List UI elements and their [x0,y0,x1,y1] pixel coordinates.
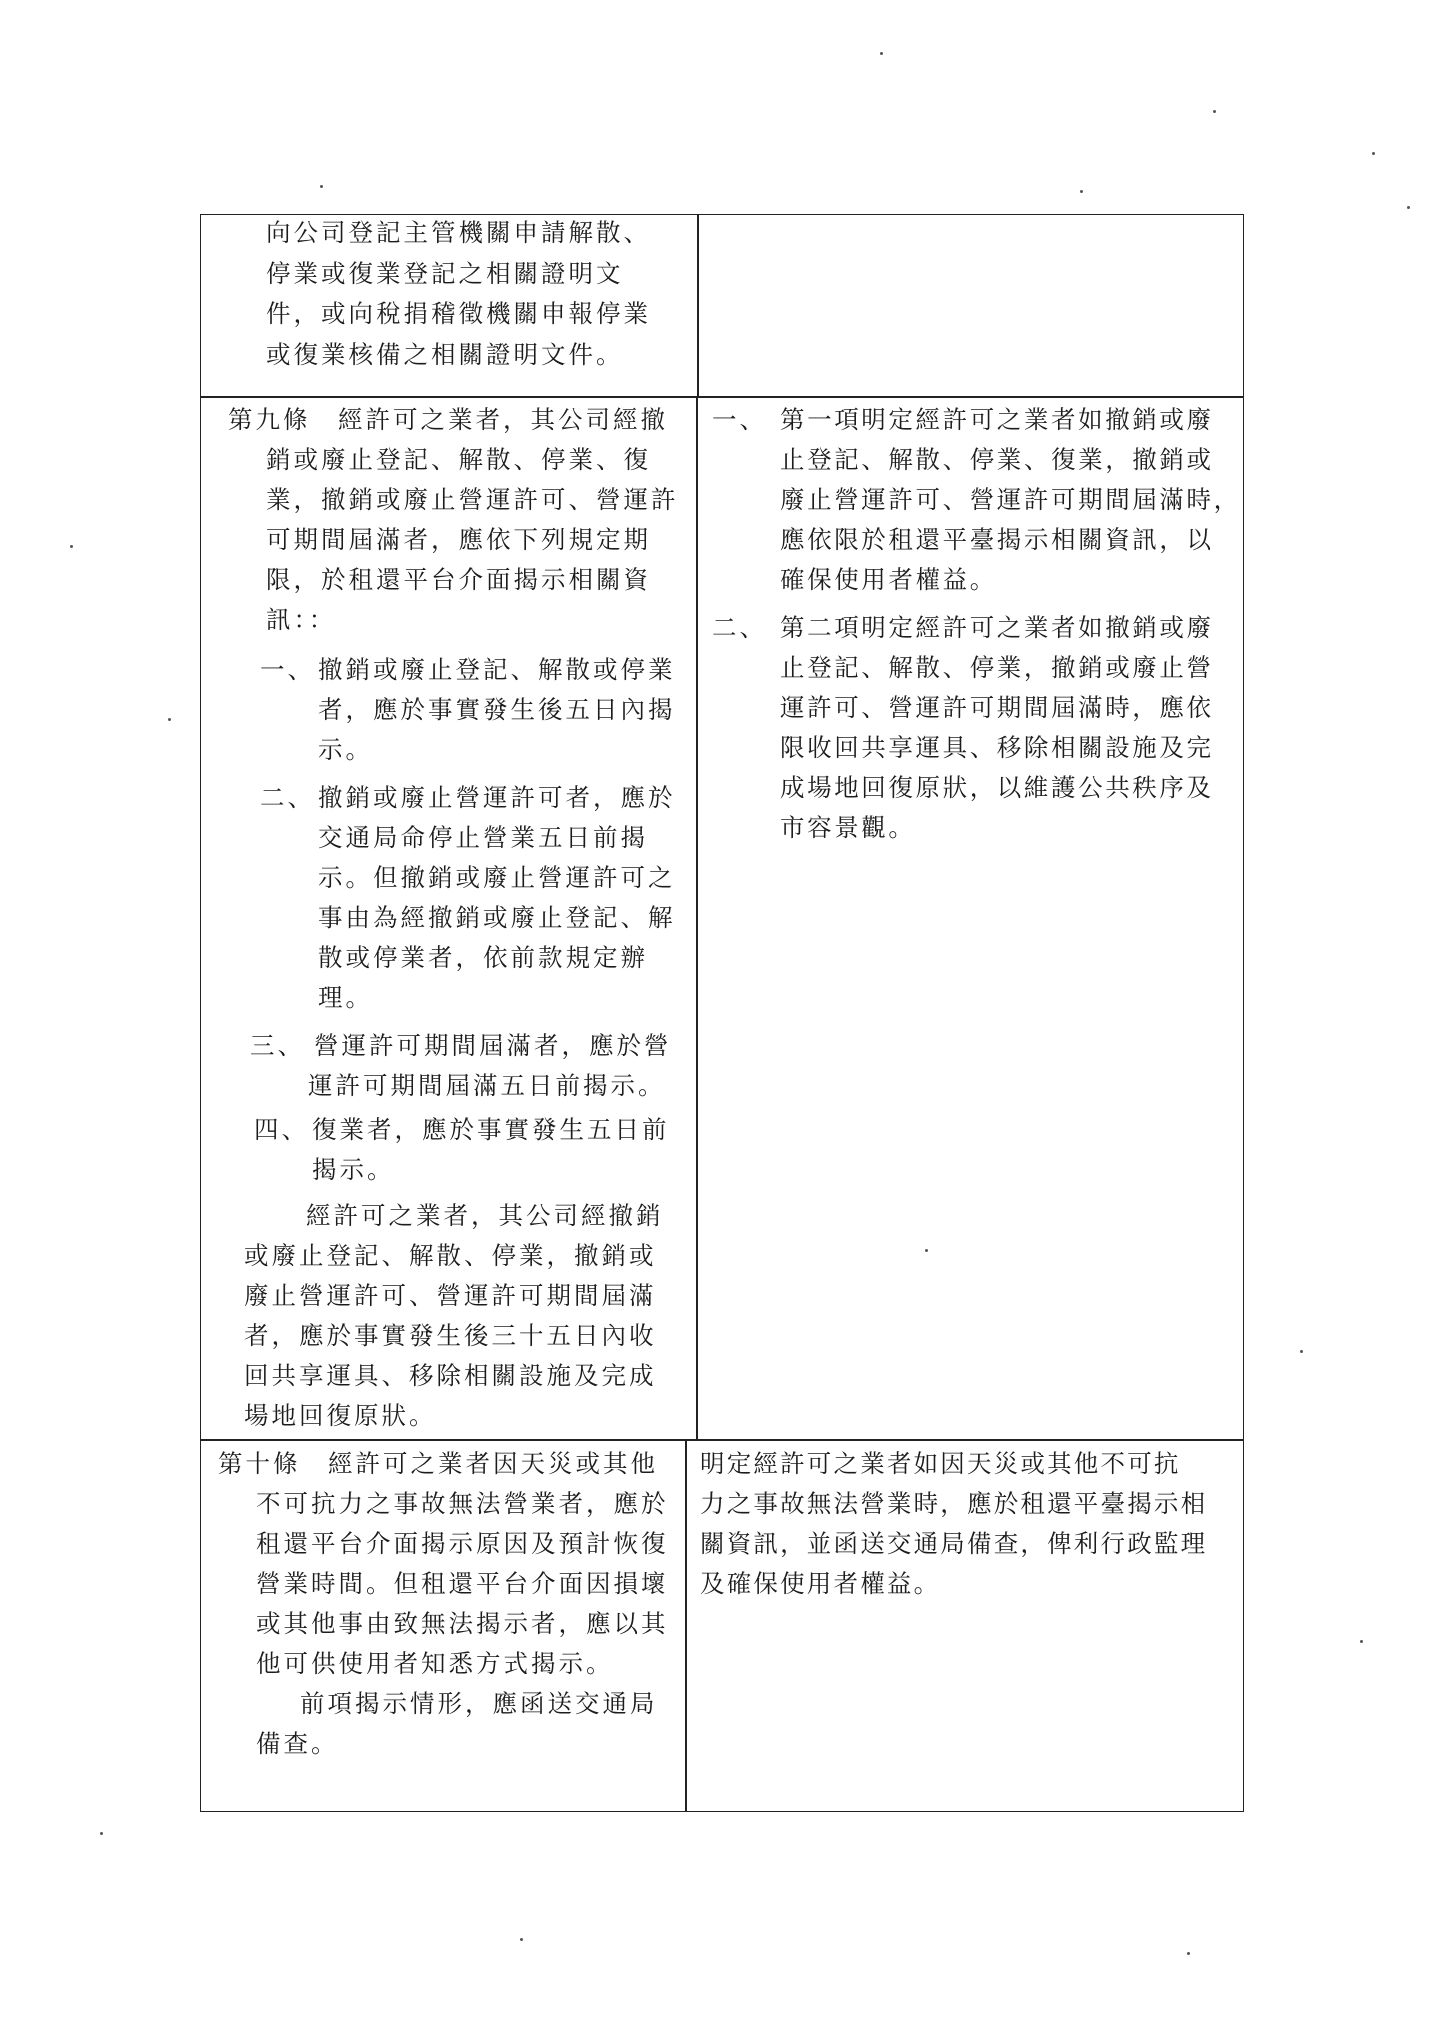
text-line: 件，或向稅捐稽徵機關申報停業 [266,299,651,328]
text-line: 或復業核備之相關證明文件。 [266,339,624,369]
text-line: 租還平台介面揭示原因及預計恢復 [256,1529,669,1558]
row1-left-text [266,213,651,375]
column-divider [696,396,698,1440]
text-line: 理。 [318,983,373,1012]
text-line: 停業或復業登記之相關證明文 [266,258,624,288]
text-line: 他可供使用者知悉方式揭示。 [256,1649,614,1678]
scan-speck [1360,1640,1363,1643]
article-9-intro [228,400,679,640]
text-line: 力之事故無法營業時，應於租還平臺揭示相 [700,1489,1208,1518]
scan-speck [1372,152,1375,155]
text-line: 第二項明定經許可之業者如撤銷或廢 [780,613,1214,642]
text-line: 撤銷或廢止登記、解散或停業 [318,655,676,684]
scan-speck [1300,1350,1303,1353]
text-line: 銷或廢止登記、解散、停業、復 [266,445,651,474]
text-line: 或其他事由致無法揭示者，應以其 [256,1609,669,1638]
text-line: 經許可之業者，其公司經撤銷 [306,1201,664,1230]
text-line: 及確保使用者權益。 [700,1569,941,1598]
text-line: 場地回復原狀。 [244,1401,437,1430]
text-line: 交通局命停止營業五日前揭 [318,823,648,852]
explanation-9-item-1 [712,400,1241,600]
scan-speck [1080,190,1083,193]
scan-speck [70,545,73,548]
text-line: 業，撤銷或廢止營運許可、營運許 [266,485,679,514]
article-9-paragraph-2 [244,1196,664,1436]
text-line: 運許可期間屆滿五日前揭示。 [308,1071,666,1100]
text-line: 前項揭示情形，應函送交通局 [300,1689,658,1718]
text-line: 第九條 經許可之業者，其公司經撤 [228,405,668,434]
text-line: 撤銷或廢止營運許可者，應於 [318,783,676,812]
text-line: 揭示。 [312,1155,395,1184]
scan-speck [1187,1952,1190,1955]
text-line: 不可抗力之事故無法營業者，應於 [256,1489,669,1518]
text-line: 復業者，應於事實發生五日前 [312,1115,670,1144]
article-9-item-3 [250,1026,672,1106]
text-line: 關資訊，並函送交通局備查，俾利行政監理 [700,1529,1208,1558]
text-line: 訊：： [266,605,337,634]
article-9 [228,400,679,640]
text-line: 廢止營運許可、營運許可期間屆滿 [244,1281,657,1310]
text-line: 或廢止登記、解散、停業，撤銷或 [244,1241,657,1270]
text-line: 第一項明定經許可之業者如撤銷或廢 [780,405,1214,434]
column-divider [697,214,699,396]
text-line: 可期間屆滿者，應依下列規定期 [266,525,651,554]
text-line: 限收回共享運具、移除相關設施及完 [780,733,1214,762]
item-number: 四、 [254,1115,309,1144]
column-divider [685,1440,687,1812]
scan-speck [100,1832,103,1835]
text-line: 運許可、營運許可期間屆滿時，應依 [780,693,1214,722]
item-number: 一、 [260,655,315,684]
text-line: 營運許可期間屆滿者，應於營 [314,1031,672,1060]
article-9-item-4 [254,1110,670,1190]
text-line: 者，應於事實發生後三十五日內收 [244,1321,657,1350]
text-line: 營業時間。但租還平台介面因損壞 [256,1569,669,1598]
text-line: 向公司登記主管機關申請解散、 [266,218,651,247]
explanation-9-item-2 [712,608,1214,848]
text-line: 散或停業者，依前款規定辦 [318,943,648,972]
text-line: 明定經許可之業者如因天災或其他不可抗 [700,1449,1181,1478]
scan-speck [320,185,323,188]
text-line: 回共享運具、移除相關設施及完成 [244,1361,657,1390]
text-line: 第十條 經許可之業者因天災或其他 [218,1449,658,1478]
scan-speck [1407,206,1410,209]
article-9-item-2 [260,778,676,1018]
scan-speck [168,718,171,721]
text-line: 備查。 [256,1729,339,1758]
explanation-10 [700,1444,1207,1604]
scan-speck [1213,110,1216,113]
article-9-item-1 [260,650,676,770]
text-line: 示。但撤銷或廢止營運許可之 [318,863,676,892]
item-number: 二、 [260,783,315,812]
row-divider [200,396,1244,398]
text-line: 止登記、解散、停業、復業，撤銷或 [780,445,1214,474]
item-number: 三、 [250,1031,305,1060]
item-number: 二、 [712,613,767,642]
scan-speck [880,52,883,55]
scan-speck [520,1938,523,1941]
item-number: 一、 [712,405,767,434]
row-divider [200,1439,1244,1441]
text-line: 應依限於租還平臺揭示相關資訊，以 [780,525,1214,554]
text-line: 市容景觀。 [780,813,916,842]
text-line: 事由為經撤銷或廢止登記、解 [318,903,676,932]
text-line: 限，於租還平台介面揭示相關資 [266,565,651,594]
text-line: 示。 [318,735,373,764]
text-line: 廢止營運許可、營運許可期間屆滿時， [780,485,1241,514]
text-line: 確保使用者權益。 [780,565,997,594]
article-10 [218,1444,669,1764]
text-line: 成場地回復原狀，以維護公共秩序及 [780,773,1214,802]
text-line: 者，應於事實發生後五日內揭 [318,695,676,724]
text-line: 止登記、解散、停業，撤銷或廢止營 [780,653,1214,682]
